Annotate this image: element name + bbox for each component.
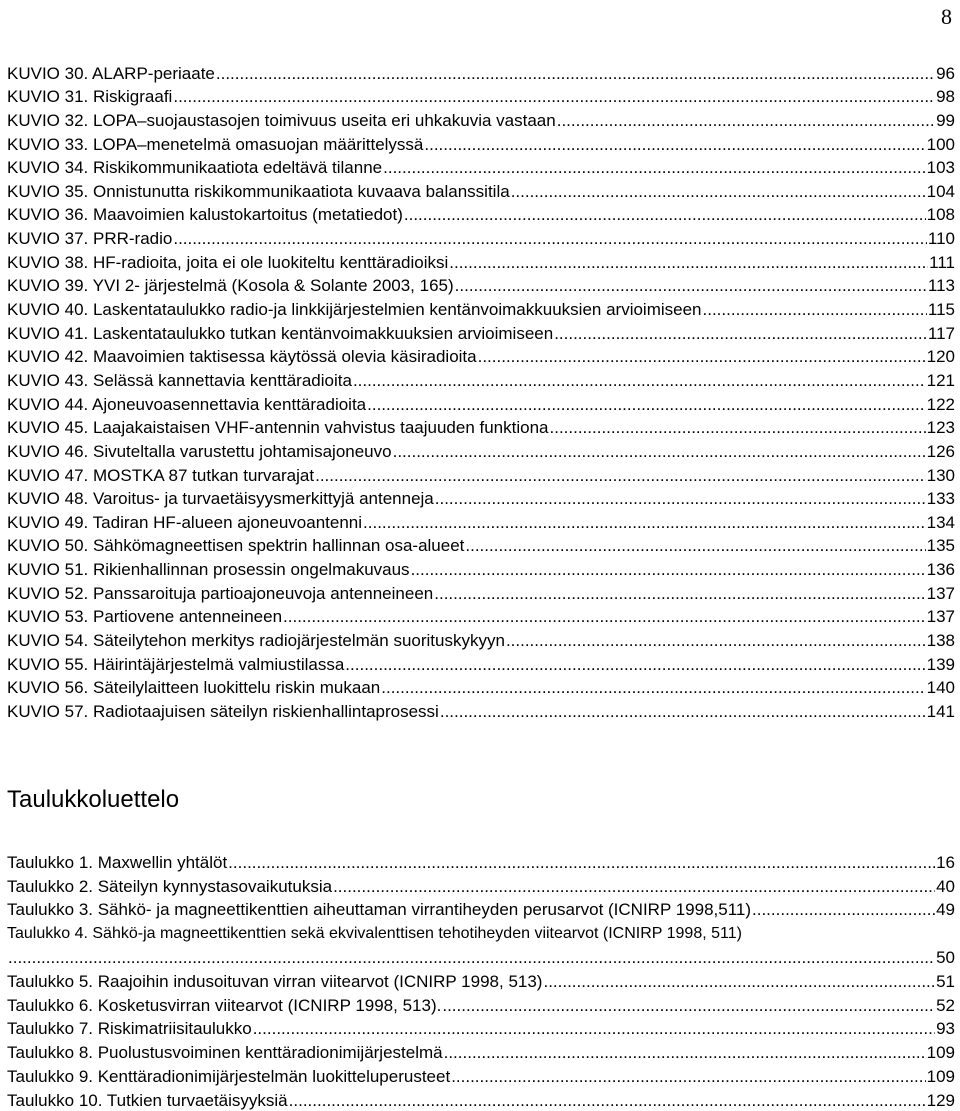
toc-entry[interactable] xyxy=(7,509,955,533)
toc-entry[interactable] xyxy=(7,1063,955,1087)
toc-entry[interactable] xyxy=(7,1087,955,1111)
toc-entry-page: 123 xyxy=(926,418,955,438)
toc-entry-page: 133 xyxy=(926,489,955,509)
toc-entry[interactable] xyxy=(7,992,955,1016)
toc-entry-page: 40 xyxy=(936,876,955,896)
toc-entry-page: 115 xyxy=(927,300,955,320)
dot-leader xyxy=(435,489,926,509)
toc-entry-label: Taulukko 6. Kosketusvirran viitearvot (ICNIRP 1998, 513). xyxy=(7,995,442,1015)
dot-leader xyxy=(752,900,935,920)
toc-entry[interactable] xyxy=(7,273,955,297)
toc-entry[interactable] xyxy=(7,131,955,155)
toc-entry-label: KUVIO 53. Partiovene antenneineen xyxy=(7,607,283,627)
toc-entry-page: 49 xyxy=(936,900,955,920)
toc-entry-label: Taulukko 10. Tutkien turvaetäisyyksiä xyxy=(7,1090,288,1110)
toc-entry-label: Taulukko 3. Sähkö- ja magneettikenttien aiheuttaman virrantiheyden perusarvot (ICNIRP 1998,511) xyxy=(7,900,752,920)
dot-leader xyxy=(550,418,926,438)
toc-entry-label: Taulukko 4. Sähkö-ja magneettikenttien sekä ekvivalenttisen tehotiheyden viitearvot (ICNIRP 1998, 511) xyxy=(7,925,742,943)
toc-entry[interactable] xyxy=(7,225,955,249)
toc-entry-page: 51 xyxy=(936,971,955,991)
dot-leader xyxy=(543,972,935,992)
dot-leader xyxy=(444,1043,926,1063)
page-number: 8 xyxy=(941,4,952,29)
toc-entry[interactable] xyxy=(7,107,955,131)
toc-entry-page: 120 xyxy=(926,347,955,367)
toc-entry-page: 109 xyxy=(926,1066,955,1086)
toc-entry[interactable] xyxy=(7,60,955,84)
toc-entry[interactable] xyxy=(7,1039,955,1063)
toc-entry[interactable] xyxy=(7,438,955,462)
toc-entry-page: 136 xyxy=(926,560,955,580)
toc-entry-label: KUVIO 48. Varoitus- ja turvaetäisyysmerkittyjä antenneja xyxy=(7,489,434,509)
toc-entry-page: 52 xyxy=(936,995,955,1015)
toc-entry-page: 129 xyxy=(926,1090,955,1110)
toc-entry[interactable] xyxy=(7,249,955,273)
dot-leader xyxy=(353,371,926,391)
toc-entry[interactable] xyxy=(7,627,955,651)
toc-entry-label: KUVIO 52. Panssaroituja partioajoneuvoja antenneineen xyxy=(7,583,434,603)
dot-leader xyxy=(367,395,926,415)
toc-entry[interactable] xyxy=(7,320,955,344)
toc-entry[interactable] xyxy=(7,155,955,179)
toc-entry[interactable] xyxy=(7,1016,955,1040)
dot-leader xyxy=(383,158,925,178)
toc-entry-label: KUVIO 54. Säteilytehon merkitys radiojärjestelmän suorituskykyyn xyxy=(7,631,505,651)
toc-entry-page: 100 xyxy=(926,134,955,154)
toc-entry-label: KUVIO 42. Maavoimien taktisessa käytössä olevia käsiradioita xyxy=(7,347,477,367)
toc-entry[interactable] xyxy=(7,556,955,580)
toc-entry[interactable] xyxy=(7,462,955,486)
toc-entry-page: 135 xyxy=(926,536,955,556)
toc-entry-page: 99 xyxy=(936,110,955,130)
dot-leader xyxy=(455,276,927,296)
dot-leader xyxy=(173,229,927,249)
toc-entry[interactable] xyxy=(7,415,955,439)
toc-entry-label: Taulukko 7. Riskimatriisitaulukko xyxy=(7,1019,252,1039)
toc-entry-page: 117 xyxy=(927,323,955,343)
toc-entry-label: KUVIO 45. Laajakaistaisen VHF-antennin vahvistus taajuuden funktiona xyxy=(7,418,549,438)
toc-entry-label: KUVIO 32. LOPA–suojaustasojen toimivuus useita eri uhkakuvia vastaan xyxy=(7,110,556,130)
toc-entry-label: Taulukko 8. Puolustusvoiminen kenttäradionimijärjestelmä xyxy=(7,1043,443,1063)
dot-leader xyxy=(557,111,935,131)
dot-leader xyxy=(173,87,935,107)
toc-entry-page: 104 xyxy=(926,181,955,201)
toc-entry-page: 126 xyxy=(926,441,955,461)
toc-entry-page: 108 xyxy=(926,205,955,225)
toc-entry[interactable] xyxy=(7,344,955,368)
dot-leader xyxy=(393,442,926,462)
toc-entry-label: KUVIO 49. Tadiran HF-alueen ajoneuvoantenni xyxy=(7,512,363,532)
toc-entry[interactable] xyxy=(7,533,955,557)
toc-entry[interactable] xyxy=(7,849,955,873)
dot-leader xyxy=(478,347,926,367)
toc-entry-page: 98 xyxy=(936,87,955,107)
toc-entry-page: 134 xyxy=(926,512,955,532)
toc-entry-page: 137 xyxy=(926,583,955,603)
toc-entry-label: Taulukko 1. Maxwellin yhtälöt xyxy=(7,852,228,872)
dot-leader xyxy=(442,996,935,1016)
toc-entry-label: KUVIO 47. MOSTKA 87 tutkan turvarajat xyxy=(7,465,315,485)
dot-leader xyxy=(216,64,935,84)
dot-leader xyxy=(434,584,925,604)
dot-leader xyxy=(228,853,935,873)
dot-leader xyxy=(411,560,926,580)
toc-entry-page: 93 xyxy=(936,1019,955,1039)
toc-entry-label: KUVIO 33. LOPA–menetelmä omasuojan määrittelyssä xyxy=(7,134,424,154)
toc-entry[interactable] xyxy=(7,367,955,391)
dot-leader xyxy=(703,300,927,320)
toc-entry-label: KUVIO 43. Selässä kannettavia kenttäradioita xyxy=(7,370,352,390)
dot-leader xyxy=(506,631,926,651)
dot-leader xyxy=(440,702,926,722)
dot-leader xyxy=(289,1091,926,1111)
toc-entry-page: 103 xyxy=(926,158,955,178)
toc-entry-continuation xyxy=(7,944,955,968)
toc-entry-page: 50 xyxy=(936,947,955,967)
toc-entry[interactable] xyxy=(7,178,955,202)
toc-entry-page: 130 xyxy=(926,465,955,485)
toc-entry[interactable] xyxy=(7,580,955,604)
toc-entry-page: 113 xyxy=(927,276,955,296)
toc-entry-page: 121 xyxy=(926,370,955,390)
toc-entry[interactable] xyxy=(7,897,955,921)
toc-entry-label: KUVIO 50. Sähkömagneettisen spektrin hallinnan osa-alueet xyxy=(7,536,465,556)
toc-entry-label: KUVIO 34. Riskikommunikaatiota edeltävä tilanne xyxy=(7,158,383,178)
toc-entry[interactable] xyxy=(7,391,955,415)
dot-leader xyxy=(253,1019,935,1039)
toc-entry-page: 109 xyxy=(926,1043,955,1063)
toc-entry[interactable] xyxy=(7,920,955,968)
toc-entry[interactable] xyxy=(7,873,955,897)
toc-entry-label: KUVIO 30. ALARP-periaate xyxy=(7,63,215,83)
toc-entry[interactable] xyxy=(7,675,955,699)
dot-leader xyxy=(554,324,927,344)
toc-entry-label: KUVIO 40. Laskentataulukko radio-ja linkkijärjestelmien kentänvoimakkuuksien arvioimiseen xyxy=(7,300,702,320)
dot-leader xyxy=(404,205,926,225)
toc-entry-page: 110 xyxy=(927,229,955,249)
toc-entry-label: KUVIO 35. Onnistunutta riskikommunikaatiota kuvaava balanssitila xyxy=(7,181,510,201)
dot-leader xyxy=(424,135,925,155)
toc-entry[interactable] xyxy=(7,486,955,510)
toc-entry-label: KUVIO 56. Säteilylaitteen luokittelu riskin mukaan xyxy=(7,678,381,698)
dot-leader xyxy=(333,877,935,897)
toc-entry-label: KUVIO 57. Radiotaajuisen säteilyn riskienhallintaprosessi xyxy=(7,701,439,721)
toc-entry-label: KUVIO 46. Sivuteltalla varustettu johtamisajoneuvo xyxy=(7,441,392,461)
dot-leader xyxy=(381,678,925,698)
dot-leader xyxy=(345,655,925,675)
toc-entry-label: KUVIO 38. HF-radioita, joita ei ole luokiteltu kenttäradioiksi xyxy=(7,252,449,272)
toc-entry-label: Taulukko 5. Raajoihin indusoituvan virran viitearvot (ICNIRP 1998, 513) xyxy=(7,971,543,991)
toc-entry-label: KUVIO 55. Häirintäjärjestelmä valmiustilassa xyxy=(7,654,345,674)
toc-entry-label: KUVIO 36. Maavoimien kalustokartoitus (metatiedot) xyxy=(7,205,403,225)
toc-entry-label: KUVIO 39. YVI 2- järjestelmä (Kosola & Solante 2003, 165) xyxy=(7,276,454,296)
toc-entry-page: 96 xyxy=(936,63,955,83)
dot-leader xyxy=(511,182,926,202)
list-of-tables xyxy=(7,849,955,1111)
toc-entry[interactable] xyxy=(7,651,955,675)
toc-entry-label: KUVIO 51. Rikienhallinnan prosessin ongelmakuvaus xyxy=(7,560,410,580)
toc-entry-page: 16 xyxy=(936,852,955,872)
dot-leader xyxy=(283,607,926,627)
dot-leader xyxy=(451,1067,925,1087)
toc-entry-label: KUVIO 44. Ajoneuvoasennettavia kenttäradioita xyxy=(7,394,367,414)
dot-leader xyxy=(363,513,926,533)
toc-entry-page: 140 xyxy=(926,678,955,698)
dot-leader xyxy=(449,253,928,273)
toc-entry-page: 122 xyxy=(926,394,955,414)
toc-entry-label: KUVIO 31. Riskigraafi xyxy=(7,87,173,107)
toc-entry[interactable] xyxy=(7,698,955,722)
toc-entry-label: KUVIO 41. Laskentataulukko tutkan kentänvoimakkuuksien arvioimiseen xyxy=(7,323,554,343)
toc-entry-page: 111 xyxy=(929,252,955,272)
toc-entry[interactable] xyxy=(7,968,955,992)
toc-entry-page: 139 xyxy=(926,654,955,674)
list-of-figures xyxy=(7,60,955,722)
section-heading-tables: Taulukkoluettelo xyxy=(7,786,180,813)
toc-entry[interactable] xyxy=(7,296,955,320)
toc-entry-page: 138 xyxy=(926,631,955,651)
dot-leader xyxy=(8,948,935,968)
dot-leader xyxy=(465,536,925,556)
toc-entry[interactable] xyxy=(7,604,955,628)
dot-leader xyxy=(315,466,926,486)
toc-entry-label: Taulukko 9. Kenttäradionimijärjestelmän luokitteluperusteet xyxy=(7,1066,451,1086)
toc-entry-page: 137 xyxy=(926,607,955,627)
toc-entry-page: 141 xyxy=(926,701,955,721)
toc-entry-label: Taulukko 2. Säteilyn kynnystasovaikutuksia xyxy=(7,876,333,896)
toc-entry[interactable] xyxy=(7,202,955,226)
toc-entry-label: KUVIO 37. PRR-radio xyxy=(7,229,173,249)
toc-entry[interactable] xyxy=(7,84,955,108)
